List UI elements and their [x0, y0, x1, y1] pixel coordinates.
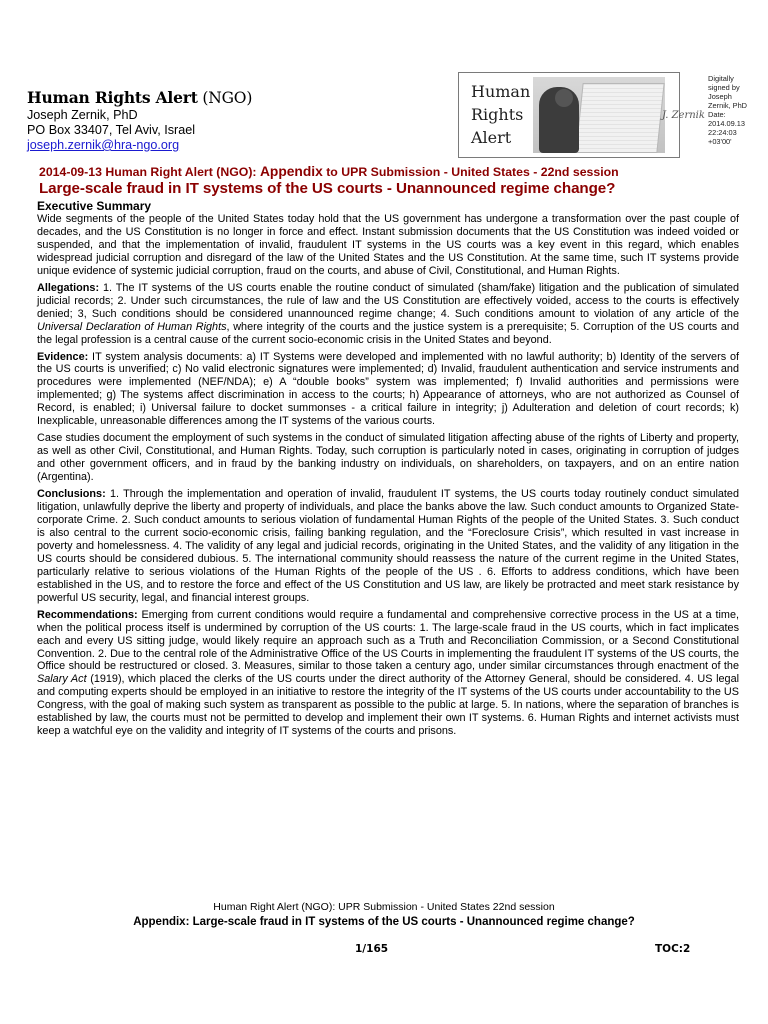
logo-photo: [533, 77, 665, 153]
allegations-italic: Universal Declaration of Human Rights: [37, 320, 227, 333]
footer-line-2: [0, 916, 768, 928]
author-name: Joseph Zernik, PhD: [27, 108, 138, 122]
footer-appendix: Appendix: [133, 916, 186, 928]
case-studies-paragraph: Case studies document the employment of such systems in the conduct of simulated litigation affecting abuse of the rights of Liberty and property, as well as other Civil, Constitutional, and Human Rights. Today, such corruption is particularly noted in cases, originating in corruption of judges and other government officers, and in fraud by the banking industry on individuals, on shareholders, on taxpayers, and on an entire nation (Argentina).: [37, 432, 739, 484]
org-logo: [458, 72, 680, 158]
signature-line: Joseph: [708, 92, 732, 101]
executive-summary-heading: Executive Summary: [37, 199, 152, 213]
logo-document-sheet: [575, 83, 664, 153]
logo-person-figure: [539, 87, 579, 153]
email-link[interactable]: joseph.zernik@hra-ngo.org: [27, 138, 180, 152]
summary-paragraph: Wide segments of the people of the United States today hold that the US government has undergone a transformation over the past couple of decades, and the US Constitution is no longer in force and effect. Instant submission documents that the US Constitution was indeed voided or suspended, and that the implementation of invalid, fraudulent IT systems in the US courts was a key event in this regard, which enables widespread judicial corruption and disregard of the law of the United States and the US Constitution. At the same time, such IT systems provide unique evidence of systemic judicial corruption, fraud on the courts, and abuse of Civil, Constitutional, and Human Rights.: [37, 213, 739, 277]
recommendations-paragraph: [37, 609, 739, 739]
logo-word-2: Rights: [471, 105, 524, 124]
footer-title: : Large-scale fraud in IT systems of the US courts - Unannounced regime change?: [185, 916, 635, 928]
signature-line: Zernik, PhD: [708, 101, 748, 110]
org-title: [27, 88, 252, 107]
allegations-text-end: , where integrity of the courts and the justice system is a prerequisite; 5. Corruption of the US courts and the legal profession is a central cause of the current socio-economic crisis in the United States and beyond.: [37, 320, 739, 346]
heading-appendix: Appendix: [259, 164, 323, 179]
logo-word-3: Alert: [471, 128, 512, 147]
conclusions-text: 1. Through the implementation and operation of invalid, fraudulent IT systems, the US courts today routinely conduct simulated litigation, unlawfully deprive the liberty and property of individuals, and place the banks above the law. Such conduct amounts to Organized State-corporate Crime. 2. Such conduct amounts to serious violation of fundamental Human Rights of the people of the United States. 3. Such conduct is also central to the current socio-economic crisis, failing banking regulation, and the “Foreclosure Crisis”, which resulted in vast increase in poverty and homelessness. 4. The validity of any legal and judicial records, originating in the United States, and the validity of any litigation in the US courts should be considered dubious. 5. The international community should reassess the nature of the current regime in the United States, particularly relative to serious violations of the Human Rights of the people of the US . 6. Efforts to address conditions, which have been established in the US, and to restore the force and effect of the US Constitution and US law, are likely be protracted and meet stark resistance by powerful US security, legal, and financial interest groups.: [37, 488, 739, 604]
signature-line: signed by: [708, 83, 740, 92]
allegations-text: 1. The IT systems of the US courts enable the routine conduct of simulated (sham/fake) litigation and the publication of simulated judicial records; 2. Under such circumstances, the rule of law and the US Constitution are effectively voided, access to the courts is effectively denied; 3, Such conditions should be considered unannounced regime change; 4. Such conditions amount to violation of any article of the: [37, 281, 739, 320]
signature-line: 22:24:03: [708, 128, 737, 137]
evidence-label: Evidence:: [37, 350, 89, 363]
recommendations-label: Recommendations:: [37, 608, 138, 621]
evidence-text: IT system analysis documents: a) IT Systems were developed and implemented with no lawful authority; b) Identity of the servers of the US courts is unverified; c) No valid electronic signatures were implemented; d) Invalid, fraudulent authentication and service instruments and procedures were implemented (NEF/NDA); e) A “double books” system was implemented; f) Invalid authorities and permissions were implemented; g) The systems affect discrimination in access to the courts; h) Appearance of attorneys, who are not authorized as Counsel of Record, is enabled; i) Universal failure to docket summonses - a critical failure in integrity; j) Adulteration and deletion of court records; k) Inexplicable, unreasonable differences among the IT systems of the various courts.: [37, 350, 739, 428]
recommendations-italic: Salary Act: [37, 673, 87, 686]
postal-address: PO Box 33407, Tel Aviv, Israel: [27, 123, 196, 137]
signature-line: +03'00': [708, 137, 732, 146]
org-suffix: (NGO): [197, 89, 253, 107]
recommendations-text: Emerging from current conditions would require a fundamental and comprehensive corrective process in the US at a time, when the political process itself is undermined by corruption of the US courts: 1. The large-scale fraud in the US courts, which in fact implicates each and every US sitting judge, would likely require an approach such as a Truth and Reconciliation Commission, or a Second Constitutional Convention. 2. Due to the central role of the Administrative Office of the US Courts in implementing the fraudulent IT systems of the US courts, the Office should be restructured or closed. 3. Measures, similar to those taken a century ago, under similar circumstances through enactment of the: [37, 608, 739, 673]
footer-line-1: Human Right Alert (NGO): UPR Submission - United States 22nd session: [213, 901, 555, 913]
recommendations-text-end: (1919), which placed the clerks of the US courts under the direct authority of the Attorney General, should be considered. 4. US legal and computing experts should be employed in an initiative to restore the integrity of the IT systems of the US courts under accountability to the US Congress, with the goal of making such system as transparent as possible to the public at large. 5. In nations, where the separation of branches is established by law, the courts must not be permitted to develop and implement their own IT systems. 6. Human Rights and internet activists must keep a watchful eye on the validity and integrity of IT systems of the courts and prisons.: [37, 673, 740, 738]
page-number: 1/165: [355, 943, 389, 955]
signature-line: Date:: [708, 110, 726, 119]
evidence-paragraph: [37, 351, 739, 429]
signature-line: Digitally: [708, 74, 734, 83]
signature-line: 2014.09.13: [708, 119, 745, 128]
allegations-label: Allegations:: [37, 281, 100, 294]
document-title: Large-scale fraud in IT systems of the US courts - Unannounced regime change?: [39, 180, 616, 197]
org-name: Human Rights Alert: [27, 88, 198, 107]
submission-heading: [39, 164, 619, 179]
allegations-paragraph: [37, 282, 739, 347]
document-body: [37, 199, 739, 742]
logo-person-head: [555, 89, 573, 107]
signature-scribble: J. Zernik: [662, 110, 705, 121]
digital-signature-block: [708, 74, 766, 146]
heading-prefix: 2014-09-13 Human Right Alert (NGO):: [39, 165, 260, 179]
email-line: [27, 138, 179, 153]
conclusions-paragraph: [37, 488, 739, 605]
conclusions-label: Conclusions:: [37, 488, 106, 501]
logo-word-1: Human: [471, 82, 531, 101]
heading-suffix: to UPR Submission - United States - 22nd session: [322, 165, 619, 179]
toc-reference: TOC:2: [655, 943, 691, 955]
